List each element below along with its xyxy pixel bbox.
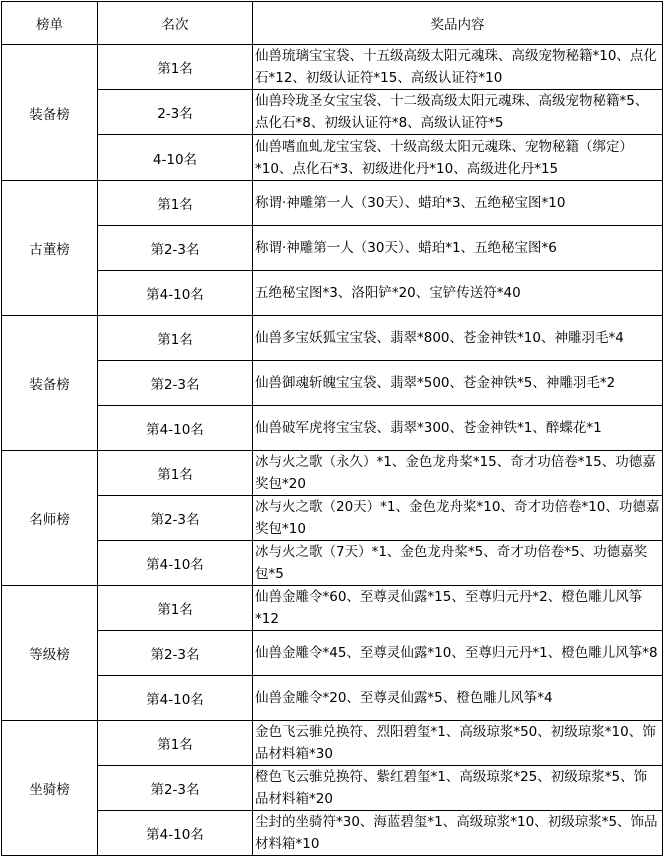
- group-name: 坐骑榜: [2, 721, 98, 856]
- rank-cell: 第4-10名: [98, 406, 253, 451]
- table-row: [2, 181, 663, 226]
- group-name: 名师榜: [2, 451, 98, 586]
- rank-cell: 第1名: [98, 316, 253, 361]
- table-row: [2, 811, 663, 856]
- rank-cell: 第1名: [98, 451, 253, 496]
- table-row: [2, 226, 663, 271]
- group-name: 古董榜: [2, 181, 98, 316]
- table-row: [2, 135, 663, 181]
- table-row: [2, 45, 663, 90]
- reward-cell: 仙兽金雕令*45、至尊灵仙露*10、至尊归元丹*1、橙色雕儿风筝*8: [253, 631, 663, 676]
- reward-cell: 称谓·神雕第一人（30天）、蜡珀*3、五绝秘宝图*10: [253, 181, 663, 226]
- rank-cell: 第1名: [98, 181, 253, 226]
- group-name: 装备榜: [2, 45, 98, 181]
- rank-cell: 第4-10名: [98, 271, 253, 316]
- rank-cell: 第4-10名: [98, 676, 253, 721]
- table-row: [2, 496, 663, 541]
- rank-cell: 第1名: [98, 586, 253, 631]
- group-name: 装备榜: [2, 316, 98, 451]
- table-row: [2, 316, 663, 361]
- header-list: 榜单: [2, 2, 98, 45]
- table-row: [2, 271, 663, 316]
- rank-cell: 第2-3名: [98, 226, 253, 271]
- rank-cell: 第2-3名: [98, 496, 253, 541]
- reward-cell: 金色飞云骓兑换符、烈阳碧玺*1、高级琼浆*50、初级琼浆*10、饰品材料箱*30: [253, 721, 663, 766]
- table-row: [2, 631, 663, 676]
- rank-cell: 第4-10名: [98, 811, 253, 856]
- reward-cell: 仙兽破军虎将宝宝袋、翡翠*300、苍金神铁*1、醉蝶花*1: [253, 406, 663, 451]
- table-row: [2, 766, 663, 811]
- reward-cell: 冰与火之歌（7天）*1、金色龙舟桨*5、奇才功倍卷*5、功德嘉奖包*5: [253, 541, 663, 586]
- table-row: [2, 586, 663, 631]
- reward-cell: 仙兽金雕令*20、至尊灵仙露*5、橙色雕儿风筝*4: [253, 676, 663, 721]
- reward-cell: 仙兽御魂斩魄宝宝袋、翡翠*500、苍金神铁*5、神雕羽毛*2: [253, 361, 663, 406]
- rank-cell: 第2-3名: [98, 631, 253, 676]
- reward-cell: 五绝秘宝图*3、洛阳铲*20、宝铲传送符*40: [253, 271, 663, 316]
- rank-cell: 第1名: [98, 721, 253, 766]
- table-row: [2, 721, 663, 766]
- header-rank: 名次: [98, 2, 253, 45]
- reward-table: [1, 1, 663, 856]
- rank-cell: 4-10名: [98, 135, 253, 181]
- reward-cell: 尘封的坐骑符*30、海蓝碧玺*1、高级琼浆*10、初级琼浆*5、饰品材料箱*10: [253, 811, 663, 856]
- rank-cell: 2-3名: [98, 90, 253, 135]
- header-reward: 奖品内容: [253, 2, 663, 45]
- reward-cell: 仙兽琉璃宝宝袋、十五级高级太阳元魂珠、高级宠物秘籍*10、点化石*12、初级认证符*15、高级认证符*10: [253, 45, 663, 90]
- table-row: [2, 361, 663, 406]
- reward-cell: 仙兽金雕令*60、至尊灵仙露*15、至尊归元丹*2、橙色雕儿风筝*12: [253, 586, 663, 631]
- reward-cell: 称谓·神雕第一人（30天）、蜡珀*1、五绝秘宝图*6: [253, 226, 663, 271]
- rank-cell: 第2-3名: [98, 361, 253, 406]
- table-row: [2, 676, 663, 721]
- rank-cell: 第4-10名: [98, 541, 253, 586]
- group-name: 等级榜: [2, 586, 98, 721]
- reward-cell: 橙色飞云骓兑换符、紫红碧玺*1、高级琼浆*25、初级琼浆*5、饰品材料箱*20: [253, 766, 663, 811]
- reward-cell: 仙兽嗜血虬龙宝宝袋、十级高级太阳元魂珠、宠物秘籍（绑定）*10、点化石*3、初级进化丹*10、高级进化丹*15: [253, 135, 663, 181]
- table-row: [2, 90, 663, 135]
- reward-cell: 冰与火之歌（20天）*1、金色龙舟桨*10、奇才功倍卷*10、功德嘉奖包*10: [253, 496, 663, 541]
- reward-cell: 仙兽玲珑圣女宝宝袋、十二级高级太阳元魂珠、高级宠物秘籍*5、点化石*8、初级认证符*8、高级认证符*5: [253, 90, 663, 135]
- rank-cell: 第1名: [98, 45, 253, 90]
- table-row: [2, 451, 663, 496]
- reward-cell: 仙兽多宝妖狐宝宝袋、翡翠*800、苍金神铁*10、神雕羽毛*4: [253, 316, 663, 361]
- rank-cell: 第2-3名: [98, 766, 253, 811]
- table-header-row: [2, 2, 663, 45]
- table-row: [2, 406, 663, 451]
- table-row: [2, 541, 663, 586]
- reward-cell: 冰与火之歌（永久）*1、金色龙舟桨*15、奇才功倍卷*15、功德嘉奖包*20: [253, 451, 663, 496]
